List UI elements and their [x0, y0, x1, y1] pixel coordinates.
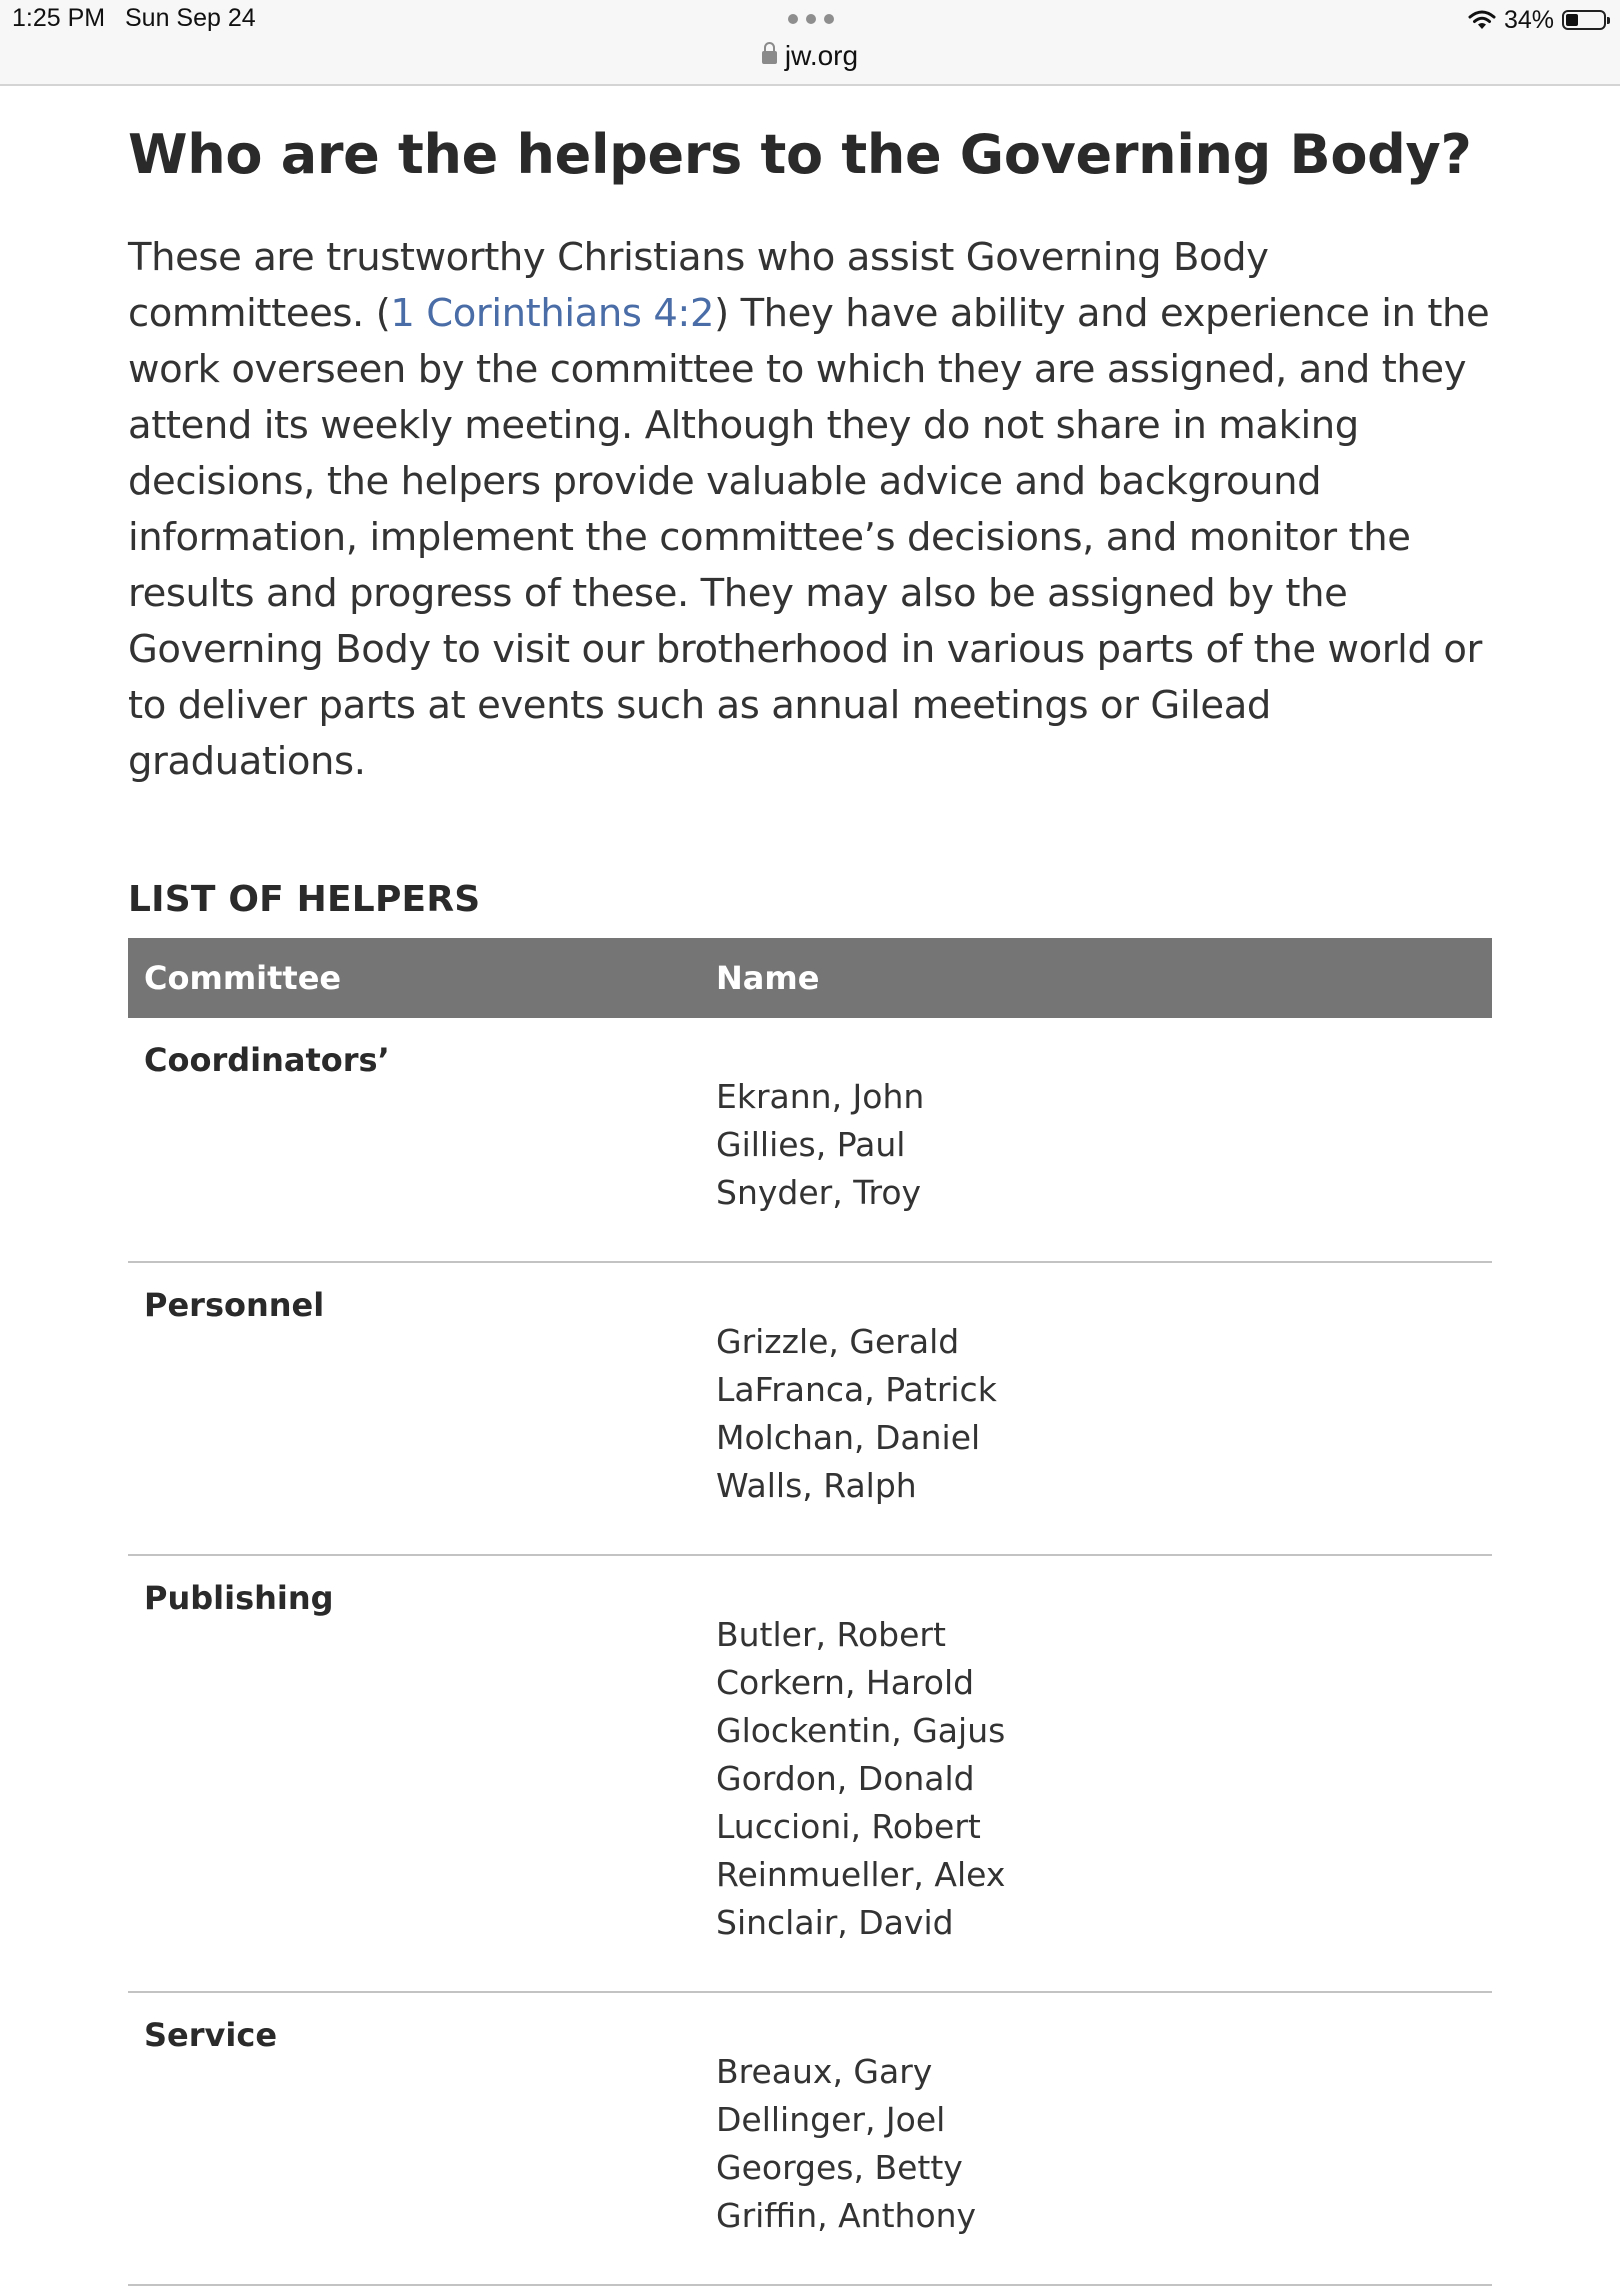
article [128, 120, 1492, 2286]
table-header-row [128, 938, 1492, 1018]
helper-name: Corkern, Harold [716, 1663, 975, 1702]
names-cell [700, 1262, 1492, 1555]
lock-icon [762, 51, 777, 64]
helper-name: Glockentin, Gajus [716, 1711, 1006, 1750]
multitasking-dots-icon[interactable] [788, 14, 834, 24]
names-cell [700, 1555, 1492, 1992]
helper-name: Butler, Robert [716, 1615, 946, 1654]
status-time: 1:25 PM [12, 4, 106, 32]
committee-cell: Personnel [128, 1262, 700, 1555]
helpers-heading: LIST OF HELPERS [128, 879, 481, 920]
wifi-icon [1468, 9, 1496, 31]
helper-name: Ekrann, John [716, 1077, 925, 1116]
intro-text-end: ) They have ability and experience in the work overseen by the committee to which they are assigned, and they attend its weekly meeting. Although they do not share in making decisions, the helpers provide valuable advice and background information, implement the committee’s decisions, and monitor the results and progress of these. They may also be assigned by the Governing Body to visit our brotherhood in various parts of the world or to deliver parts at events such as annual meetings or Gilead graduations. [128, 291, 1490, 784]
table-row [128, 1992, 1492, 2285]
helper-name: Sinclair, David [716, 1903, 954, 1942]
battery-icon [1562, 10, 1606, 30]
helper-name: Reinmueller, Alex [716, 1855, 1006, 1894]
scripture-link[interactable]: 1 Corinthians 4:2 [390, 291, 715, 336]
column-header-name: Name [700, 938, 1492, 1018]
helper-name: Griffin, Anthony [716, 2196, 977, 2235]
helper-name: Georges, Betty [716, 2148, 963, 2187]
status-bar [0, 0, 1620, 86]
helper-name: Grizzle, Gerald [716, 1322, 960, 1361]
helper-name: Walls, Ralph [716, 1466, 917, 1505]
status-date: Sun Sep 24 [125, 4, 256, 32]
helper-name: Breaux, Gary [716, 2052, 933, 2091]
helper-name: Snyder, Troy [716, 1173, 922, 1212]
page-title: Who are the helpers to the Governing Body? [128, 123, 1472, 186]
table-row [128, 1018, 1492, 1262]
helpers-table [128, 938, 1492, 2286]
committee-cell: Service [128, 1992, 700, 2285]
intro-paragraph [128, 230, 1492, 790]
url-text: jw.org [784, 40, 859, 71]
table-row [128, 1262, 1492, 1555]
column-header-committee: Committee [128, 938, 700, 1018]
helper-name: Gillies, Paul [716, 1125, 906, 1164]
helper-name: Gordon, Donald [716, 1759, 975, 1798]
intro-text-start: These are trustworthy Christians who assist Governing Body committees. ( [128, 235, 1269, 336]
helper-name: Molchan, Daniel [716, 1418, 981, 1457]
names-cell [700, 1992, 1492, 2285]
helper-name: Dellinger, Joel [716, 2100, 946, 2139]
table-row [128, 1555, 1492, 1992]
status-indicators [1468, 4, 1606, 36]
battery-level-fill [1566, 14, 1578, 26]
battery-percent: 34% [1503, 5, 1554, 34]
committee-cell: Publishing [128, 1555, 700, 1992]
committee-cell: Coordinators’ [128, 1018, 700, 1262]
helpers-table-body [128, 1018, 1492, 2285]
address-bar[interactable] [0, 40, 1620, 72]
helper-name: Luccioni, Robert [716, 1807, 981, 1846]
helper-name: LaFranca, Patrick [716, 1370, 997, 1409]
names-cell [700, 1018, 1492, 1262]
